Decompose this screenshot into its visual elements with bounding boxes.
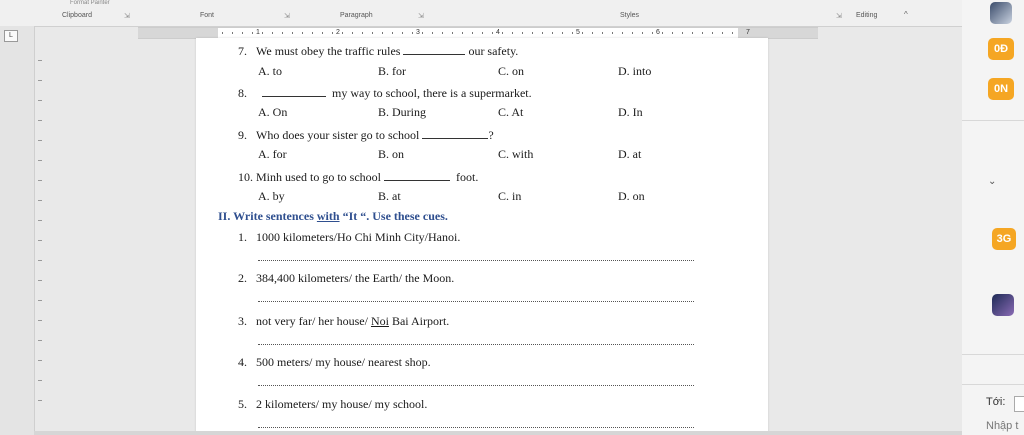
ruler-tick bbox=[442, 32, 443, 34]
ruler-tick bbox=[712, 32, 713, 34]
nhap-input[interactable]: Nhập t bbox=[986, 420, 1019, 432]
cue-5: 5. 2 kilometers/ my house/ my school. bbox=[238, 397, 428, 411]
ruler-tick bbox=[722, 32, 723, 34]
ruler-tick bbox=[532, 32, 533, 34]
divider bbox=[962, 384, 1024, 385]
ruler-tick bbox=[272, 32, 273, 34]
ruler-tick bbox=[462, 32, 463, 34]
vertical-ruler-tick bbox=[38, 240, 42, 241]
answer-line[interactable] bbox=[258, 300, 694, 302]
vertical-ruler-tick bbox=[38, 60, 42, 61]
right-panel bbox=[962, 0, 1024, 435]
ruler-tick bbox=[512, 32, 513, 34]
ruler-tick bbox=[672, 32, 673, 34]
ruler-tick bbox=[452, 32, 453, 34]
ribbon bbox=[0, 0, 962, 27]
ruler-tick bbox=[612, 32, 613, 34]
ribbon-group-paragraph: Paragraph bbox=[340, 12, 373, 19]
status-badge[interactable]: 3G bbox=[992, 228, 1016, 250]
ruler-number: 7 bbox=[746, 29, 750, 36]
ruler-tick bbox=[662, 32, 663, 34]
status-badge[interactable]: 0Đ bbox=[988, 38, 1014, 60]
answer-line[interactable] bbox=[258, 259, 694, 261]
ruler-tick bbox=[222, 32, 223, 34]
ruler-tick bbox=[282, 32, 283, 34]
ruler-tick bbox=[502, 32, 503, 34]
vertical-ruler-tick bbox=[38, 400, 42, 401]
toi-label: Tới: bbox=[986, 396, 1006, 408]
vertical-ruler-tick bbox=[38, 120, 42, 121]
cue-4: 4. 500 meters/ my house/ nearest shop. bbox=[238, 355, 431, 369]
vertical-ruler-tick bbox=[38, 380, 42, 381]
ruler-tick bbox=[632, 32, 633, 34]
clipboard-launcher-icon[interactable]: ⇲ bbox=[124, 13, 130, 20]
divider bbox=[962, 120, 1024, 121]
answer-line[interactable] bbox=[258, 384, 694, 386]
option-b: B. During bbox=[378, 105, 426, 119]
ribbon-group-styles: Styles bbox=[620, 12, 640, 19]
ruler-tick bbox=[692, 32, 693, 34]
option-a: A. for bbox=[258, 147, 287, 161]
ruler-tick bbox=[542, 32, 543, 34]
ruler-tick bbox=[642, 32, 643, 34]
option-d: D. In bbox=[618, 105, 643, 119]
vertical-ruler-tick bbox=[38, 300, 42, 301]
option-a: A. by bbox=[258, 189, 285, 203]
toi-input[interactable] bbox=[1014, 396, 1024, 412]
chevron-down-icon[interactable]: ⌄ bbox=[988, 176, 997, 187]
answer-blank bbox=[262, 84, 326, 97]
vertical-ruler-tick bbox=[38, 160, 42, 161]
ruler-number: 4 bbox=[496, 29, 500, 36]
vertical-ruler-tick bbox=[38, 280, 42, 281]
ruler-tick bbox=[342, 32, 343, 34]
vertical-ruler-tick bbox=[38, 320, 42, 321]
option-b: B. for bbox=[378, 64, 406, 78]
ruler-tick bbox=[242, 32, 243, 34]
cue-3: 3. not very far/ her house/ Noi Bai Airport. bbox=[238, 314, 450, 328]
answer-blank bbox=[422, 126, 488, 139]
paragraph-launcher-icon[interactable]: ⇲ bbox=[418, 13, 424, 20]
ruler-tick bbox=[402, 32, 403, 34]
ruler-tick bbox=[332, 32, 333, 34]
ruler-tick bbox=[702, 32, 703, 34]
vertical-ruler-tick bbox=[38, 260, 42, 261]
answer-blank bbox=[384, 168, 450, 181]
option-b: B. at bbox=[378, 189, 401, 203]
ruler-tick bbox=[432, 32, 433, 34]
ruler-right-margin bbox=[738, 28, 818, 38]
option-c: C. in bbox=[498, 189, 522, 203]
ruler-left-margin bbox=[138, 28, 218, 38]
ruler-tick bbox=[362, 32, 363, 34]
option-a: A. to bbox=[258, 64, 282, 78]
section-heading: II. Write sentences with “It “. Use these cues. bbox=[218, 209, 448, 223]
ruler-tick bbox=[592, 32, 593, 34]
question-9: 9. Who does your sister go to school ? bbox=[238, 128, 494, 142]
tab-selector[interactable]: L bbox=[4, 30, 18, 42]
question-10: 10. Minh used to go to school foot. bbox=[238, 170, 479, 184]
vertical-ruler-tick bbox=[38, 100, 42, 101]
vertical-ruler-tick bbox=[38, 80, 42, 81]
ruler-tick bbox=[602, 32, 603, 34]
ruler-tick bbox=[292, 32, 293, 34]
ruler-tick bbox=[262, 32, 263, 34]
vertical-ruler-tick bbox=[38, 340, 42, 341]
thumbnail-icon[interactable] bbox=[992, 294, 1014, 316]
avatar[interactable] bbox=[990, 2, 1012, 24]
ruler-tick bbox=[622, 32, 623, 34]
ruler-tick bbox=[482, 32, 483, 34]
vertical-ruler-tick bbox=[38, 140, 42, 141]
ruler-tick bbox=[422, 32, 423, 34]
ribbon-group-editing: Editing bbox=[856, 12, 878, 19]
vertical-ruler-tick bbox=[38, 360, 42, 361]
cue-1: 1. 1000 kilometers/Ho Chi Minh City/Hanoi. bbox=[238, 230, 461, 244]
ruler-tick bbox=[382, 32, 383, 34]
option-b: B. on bbox=[378, 147, 405, 161]
ribbon-group-font: Font bbox=[200, 12, 215, 19]
status-bar bbox=[34, 431, 962, 435]
option-c: C. with bbox=[498, 147, 534, 161]
styles-launcher-icon[interactable]: ⇲ bbox=[836, 13, 842, 20]
ruler-tick bbox=[392, 32, 393, 34]
option-d: D. at bbox=[618, 147, 642, 161]
ruler-tick bbox=[252, 32, 253, 34]
ruler-tick bbox=[352, 32, 353, 34]
ruler-tick bbox=[552, 32, 553, 34]
ruler-tick bbox=[492, 32, 493, 34]
ruler-tick bbox=[322, 32, 323, 34]
ruler-tick bbox=[312, 32, 313, 34]
ruler-tick bbox=[682, 32, 683, 34]
status-badge[interactable]: 0N bbox=[988, 78, 1014, 100]
vertical-ruler-tick bbox=[38, 200, 42, 201]
format-painter-button[interactable]: Format Painter bbox=[70, 0, 110, 6]
divider bbox=[962, 354, 1024, 355]
collapse-ribbon-icon[interactable]: ^ bbox=[904, 10, 908, 19]
document-page[interactable] bbox=[196, 38, 768, 435]
ruler-number: 1 bbox=[256, 29, 260, 36]
ruler-number: 2 bbox=[336, 29, 340, 36]
ruler-tick bbox=[472, 32, 473, 34]
ruler-number: 6 bbox=[656, 29, 660, 36]
vertical-ruler bbox=[0, 26, 35, 435]
question-8: 8. my way to school, there is a supermarket. bbox=[238, 86, 532, 100]
option-c: C. At bbox=[498, 105, 524, 119]
vertical-ruler-tick bbox=[38, 180, 42, 181]
ruler-tick bbox=[732, 32, 733, 34]
option-c: C. on bbox=[498, 64, 525, 78]
question-7: 7. We must obey the traffic rules our safety. bbox=[238, 44, 519, 58]
ruler-tick bbox=[652, 32, 653, 34]
ruler-tick bbox=[572, 32, 573, 34]
font-launcher-icon[interactable]: ⇲ bbox=[284, 13, 290, 20]
option-d: D. into bbox=[618, 64, 652, 78]
option-a: A. On bbox=[258, 105, 288, 119]
answer-blank bbox=[403, 42, 465, 55]
ruler-tick bbox=[582, 32, 583, 34]
cue-2: 2. 384,400 kilometers/ the Earth/ the Moon. bbox=[238, 271, 455, 285]
ruler-number: 5 bbox=[576, 29, 580, 36]
ruler-tick bbox=[412, 32, 413, 34]
answer-line[interactable] bbox=[258, 426, 694, 428]
ribbon-group-clipboard: Clipboard bbox=[62, 12, 92, 19]
ruler-number: 3 bbox=[416, 29, 420, 36]
ruler-tick bbox=[562, 32, 563, 34]
option-d: D. on bbox=[618, 189, 645, 203]
answer-line[interactable] bbox=[258, 343, 694, 345]
ruler-tick bbox=[232, 32, 233, 34]
vertical-ruler-tick bbox=[38, 220, 42, 221]
ruler-tick bbox=[522, 32, 523, 34]
ruler-tick bbox=[302, 32, 303, 34]
ruler-tick bbox=[372, 32, 373, 34]
